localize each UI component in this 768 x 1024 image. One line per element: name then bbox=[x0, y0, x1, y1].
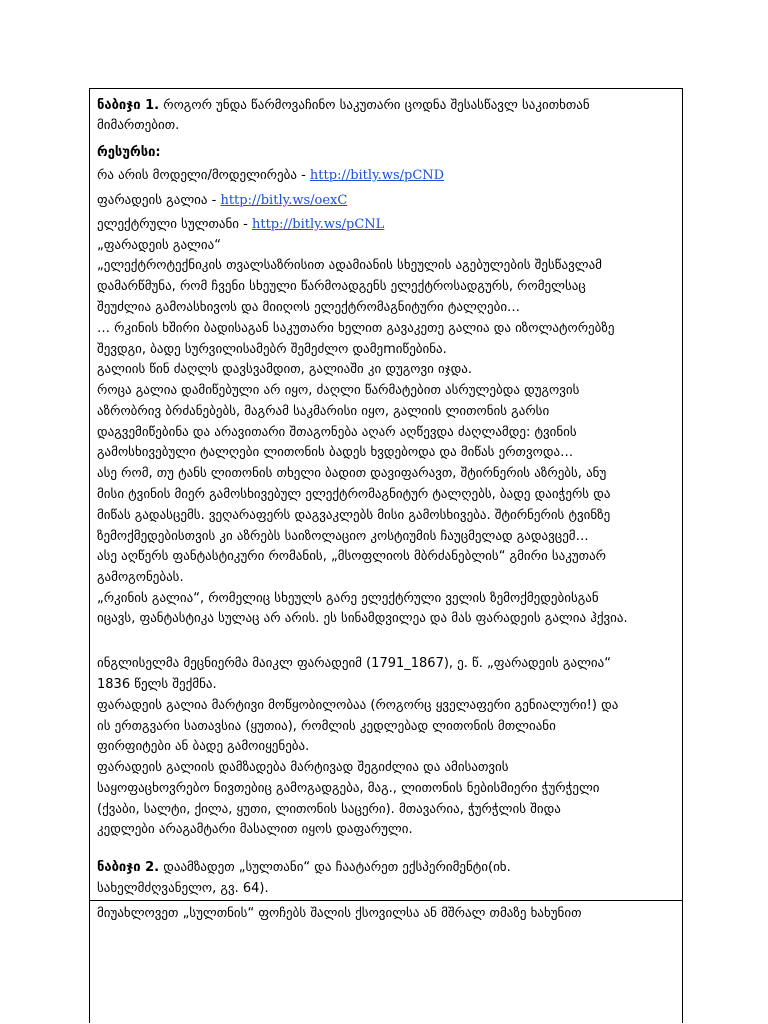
body-line: დამარწმუნა, რომ ჩვენი სხეული წარმოადგენს ელექტროსადგურს, რომელსაც bbox=[97, 279, 586, 294]
history-line: ის ერთგვარი სათავსია (ყუთია), რომლის კედლებად ლითონის მთლიანი bbox=[97, 719, 556, 734]
resources-heading: რესურსი: bbox=[97, 145, 161, 160]
body-line: შევდგი, ბადე სურვილისამებრ შემეძლო დამეmიწებინა. bbox=[97, 342, 447, 357]
history-line: ფარადეის გალიის დამზადება მარტივად შეგიძლია და ამისათვის bbox=[97, 760, 509, 775]
step2-title bbox=[97, 858, 681, 878]
body-line: ასე რომ, თუ ტანს ლითონის თხელი ბადით დავიფარავთ, შტირნერის აზრებს, ანუ bbox=[97, 466, 607, 481]
body-line: დაგვემიწებინა და არავითარი შთაგონება აღარ აღწევდა ძაღლამდე: ტვინის bbox=[97, 425, 577, 440]
resource-label: რა არის მოდელი/მოდელირება - bbox=[97, 168, 310, 183]
history-line: ფარადეის გალია მარტივი მოწყობილობაა (როგორც ყველაფერი გენიალური!) და bbox=[97, 698, 619, 713]
step2-title-text: დაამზადეთ „სულთანი“ და ჩაატარეთ ექსპერიმენტი(იხ. bbox=[159, 860, 511, 875]
body-line: გამოსხივებული ტალღები ლითონის ბადეს ხვდებოდა და მიწას ერთვოდა… bbox=[97, 445, 574, 460]
history-line: საყოფაცხოვრებო ნივთებიც გამოგადგება, მაგ., ლითონის ნებისმიერი ჭურჭელი bbox=[97, 781, 600, 796]
history-text: ინგლისელმა მეცნიერმა მაიკლ ფარადეიმ (1791_1867), ე. წ. „ფარადეის გალია“ bbox=[97, 656, 611, 671]
step1-title-text: როგორ უნდა წარმოვაჩინო საკუთარი ცოდნა შესასწავლ საკითხთან bbox=[159, 98, 590, 113]
body-line: … რკინის ხშირი ბადისაგან საკუთარი ხელით გავაკეთე გალია და იზოლატორებზე bbox=[97, 321, 615, 336]
body-line: ზემოქმედებისთვის კი აზრებს საიზოლაციო კოსტიუმის ჩაუცმელად გადავცემ… bbox=[97, 529, 589, 544]
body-line: „ელექტროტექნიკის თვალსაზრისით ადამიანის სხეულის აგებულების შესწავლამ bbox=[97, 258, 602, 273]
body-line: შეუძლია გამოასხივოს და მიიღოს ელექტრომაგნიტური ტალღები… bbox=[97, 300, 521, 315]
history-line bbox=[97, 654, 681, 674]
body-line: ასე აღწერს ფანტასტიკური რომანის, „მსოფლიოს მბრძანებლის“ გმირი საკუთარ bbox=[97, 549, 607, 564]
body-line: მისი ტვინის მიერ გამოსხივებულ ელექტრომაგნიტურ ტალღებს, ბადე დაიჭერს და bbox=[97, 487, 611, 502]
body-line: იცავს, ფანტასტიკა სულაც არ არის. ეს სინამდვილეა და მას ფარადეის გალია ჰქვია. bbox=[97, 611, 628, 626]
history-line: ფირფიტები ან ბადე გამოიყენება. bbox=[97, 739, 310, 754]
step1-title bbox=[97, 96, 681, 116]
body-line: „ფარადეის გალია“ bbox=[97, 238, 221, 253]
resource-link[interactable]: http://bitly.ws/pCNL bbox=[251, 217, 385, 232]
resource-label: ელექტრული სულთანი - bbox=[97, 217, 252, 232]
resource-link[interactable]: http://bitly.ws/pCND bbox=[309, 168, 445, 183]
resource-item bbox=[97, 191, 681, 211]
step2-instruction: მიუახლოვეთ „სულთნის“ ფოჩებს შალის ქსოვილსა ან მშრალ თმაზე ხახუნით bbox=[97, 906, 582, 921]
resource-link[interactable]: http://bitly.ws/oexC bbox=[220, 193, 348, 208]
resource-item bbox=[97, 166, 681, 186]
step2-title-continued: სახელმძღვანელო, გვ. 64). bbox=[97, 881, 269, 896]
resource-item bbox=[97, 215, 681, 235]
body-line: მიწას გადასცემს. ვეღარაფერს დაგვაკლებს მისი გამოსხივება. შტირნერის ტვინზე bbox=[97, 508, 611, 523]
resource-label: ფარადეის გალია - bbox=[97, 193, 221, 208]
step1-title-continued: მიმართებით. bbox=[97, 118, 180, 133]
step1-label: ნაბიჯი 1. bbox=[97, 98, 160, 113]
step2-label: ნაბიჯი 2. bbox=[97, 860, 160, 875]
history-line: კედლები არაგამტარი მასალით იყოს დაფარული. bbox=[97, 822, 413, 837]
body-line: „რკინის გალია“, რომელიც სხეულს გარე ელექტრული ველის ზემოქმედებისგან bbox=[97, 591, 599, 606]
body-line: აზრობრივ ბრძანებებს, მაგრამ საკმარისი იყო, გალიის ლითონის გარსი bbox=[97, 404, 550, 419]
body-line: გალიის წინ ძაღლს დავსვამდით, გალიაში კი დუგოვი იჯდა. bbox=[97, 362, 473, 377]
history-line: (ქვაბი, სალტი, ქილა, ყუთი, ლითონის საცერი). მთავარია, ჭურჭლის შიდა bbox=[97, 802, 561, 817]
table-row-divider bbox=[89, 900, 683, 901]
body-line: გამოგონებას. bbox=[97, 570, 184, 585]
history-line: 1836 წელს შექმნა. bbox=[97, 677, 217, 692]
body-line: როცა გალია დამიწებული არ იყო, ძაღლი წარმატებით ასრულებდა დუგოვის bbox=[97, 383, 580, 398]
